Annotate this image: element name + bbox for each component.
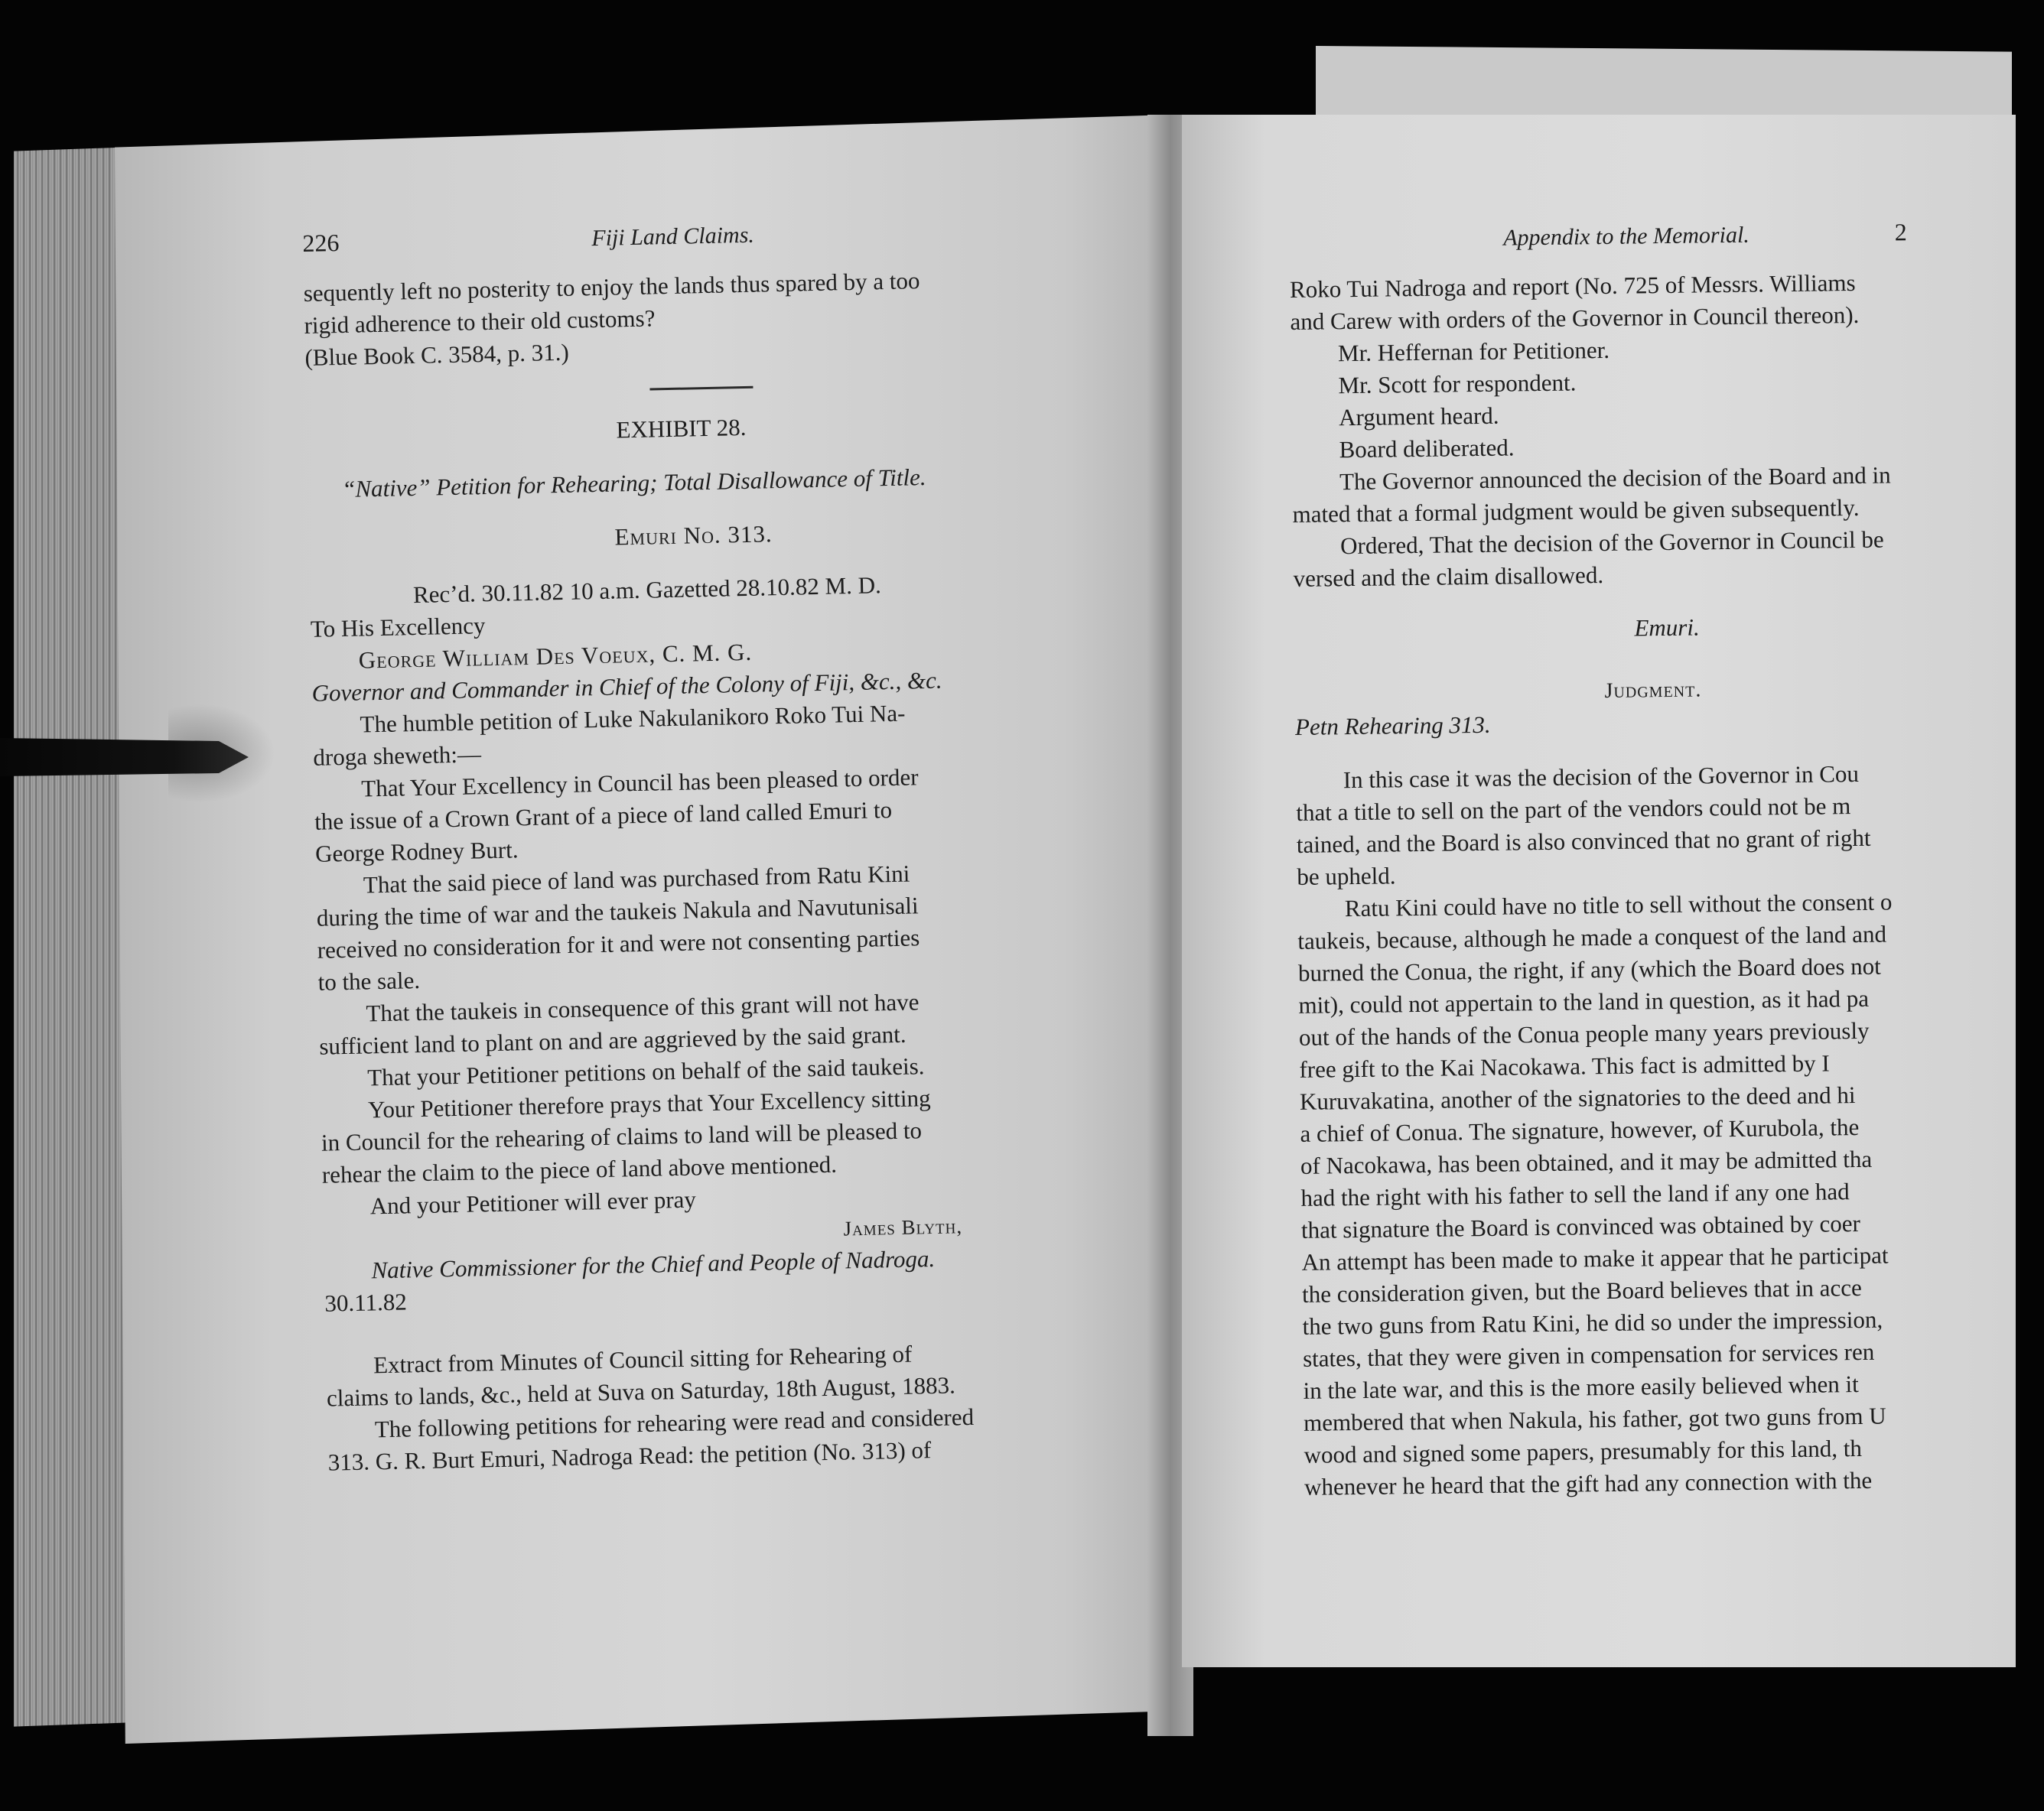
judgment-line: that a title to sell on the part of the vendors could not be m	[1296, 792, 1851, 826]
running-head-title: Appendix to the Memorial.	[1503, 222, 1749, 251]
extract-line: 313. G. R. Burt Emuri, Nadroga Read: the petition (No. 313) of	[327, 1436, 932, 1476]
judgment-line: the two guns from Ratu Kini, he did so under the impression,	[1302, 1305, 1883, 1340]
running-head-title: Fiji Land Claims.	[591, 222, 755, 252]
petition-line: the issue of a Crown Grant of a piece of land called Emuri to	[314, 796, 893, 835]
text-line: Argument heard.	[1338, 402, 1499, 431]
judgment-line: states, that they were given in compensation for services ren	[1302, 1338, 1875, 1372]
section-rule	[649, 386, 753, 391]
judgment-line: whenever he heard that the gift had any connection with the	[1304, 1466, 1873, 1500]
text-line: sequently left no posterity to enjoy the lands thus spared by a too	[303, 267, 920, 307]
judgment-line: Kuruvakatina, another of the signatories to the deed and hi	[1299, 1081, 1856, 1115]
address-line: To His Excellency	[310, 612, 486, 642]
text-line: and Carew with orders of the Governor in Council thereon).	[1290, 301, 1860, 335]
text-line: Mr. Scott for respondent.	[1338, 369, 1577, 399]
judgment-line: burned the Conua, the right, if any (which the Board does not	[1297, 952, 1882, 987]
petition-line: And your Petitioner will ever pray	[369, 1185, 697, 1220]
petition-line: sufficient land to plant on and are aggrieved by the said grant.	[319, 1020, 906, 1060]
exhibit-subtitle: “Native” Petition for Rehearing; Total Disallowance of Title.	[341, 463, 926, 502]
judgment-line: taukeis, because, although he made a conquest of the land and	[1297, 920, 1887, 954]
petition-line: That your Petitioner petitions on behalf of the said taukeis.	[366, 1052, 925, 1091]
text-line: Roko Tui Nadroga and report (No. 725 of Messrs. Williams	[1289, 268, 1856, 303]
petition-line: Your Petitioner therefore prays that Your Excellency sitting	[367, 1084, 931, 1123]
right-running-head	[1289, 216, 2004, 254]
received-line: Rec’d. 30.11.82 10 a.m. Gazetted 28.10.82 M. D.	[412, 571, 882, 609]
text-line: rigid adherence to their old customs?	[304, 304, 656, 339]
page-number: 2	[1894, 218, 1907, 246]
address-name: George William Des Voeux, C. M. G.	[358, 638, 753, 674]
text-line: Board deliberated.	[1339, 434, 1515, 463]
citation: (Blue Book C. 3584, p. 31.)	[304, 338, 570, 371]
petition-line: to the sale.	[317, 966, 421, 996]
petition-line: George Rodney Burt.	[314, 836, 519, 867]
extract-line: The following petitions for rehearing were read and considered	[374, 1403, 975, 1443]
address-title: Governor and Commander in Chief of the Colony of Fiji, &c., &c.	[311, 666, 942, 707]
judgment-line: be upheld.	[1297, 862, 1396, 890]
judgment-line: that signature the Board is convinced was obtained by coer	[1300, 1209, 1861, 1244]
text-line: versed and the claim disallowed.	[1293, 561, 1604, 592]
petition-line: The humble petition of Luke Nakulanikoro Roko Tui Na-	[360, 699, 906, 738]
text-line: The Governor announced the decision of the Board and in	[1339, 461, 1891, 496]
petition-line: rehear the claim to the piece of land above mentioned.	[321, 1150, 838, 1188]
judgment-heading: Judgment.	[1604, 678, 1702, 704]
left-page-text	[302, 213, 1139, 1479]
judgment-line: In this case it was the decision of the Governor in Cou	[1343, 759, 1860, 794]
text-line: Mr. Heffernan for Petitioner.	[1337, 336, 1610, 367]
petition-label: Petn Rehearing 313.	[1294, 710, 1491, 740]
judgment-line: a chief of Conua. The signature, however, of Kurubola, the	[1300, 1113, 1860, 1147]
case-title: Emuri No. 313.	[614, 520, 773, 551]
signature: James Blyth,	[843, 1214, 963, 1240]
judgment-line: tained, and the Board is also convinced that no grant of right	[1296, 824, 1871, 858]
judgment-line: had the right with his father to sell the land if any one had	[1300, 1178, 1850, 1211]
judgment-line: membered that when Nakula, his father, got two guns from U	[1303, 1402, 1886, 1436]
petition-line: That the said piece of land was purchased from Ratu Kini	[363, 860, 910, 899]
petition-line: That the taukeis in consequence of this grant will not have	[366, 988, 919, 1027]
judgment-line: mit), could not appertain to the land in question, as it had pa	[1298, 984, 1870, 1019]
text-line: mated that a formal judgment would be given subsequently.	[1292, 493, 1860, 528]
right-page-top-edge	[1316, 46, 2012, 119]
judgment-line: of Nacokawa, has been obtained, and it may be admitted tha	[1300, 1145, 1873, 1179]
page-number: 226	[302, 228, 340, 257]
judgment-line: wood and signed some papers, presumably for this land, th	[1304, 1434, 1863, 1468]
petition-line: during the time of war and the taukeis Nakula and Navutunisali	[316, 892, 919, 932]
signature-title: Native Commissioner for the Chief and People of Nadroga.	[371, 1244, 936, 1284]
judgment-line: in the late war, and this is the more easily believed when it	[1303, 1370, 1859, 1404]
extract-line: Extract from Minutes of Council sitting for Rehearing of	[373, 1340, 913, 1379]
right-page-text	[1289, 216, 2004, 1504]
exhibit-title: EXHIBIT 28.	[616, 413, 747, 444]
judgment-line: out of the hands of the Conua people many years previously	[1298, 1016, 1870, 1051]
text-line: Ordered, That the decision of the Governor in Council be	[1339, 525, 1884, 560]
section-title: Emuri.	[1634, 613, 1700, 642]
petition-line: received no consideration for it and were not consenting parties	[317, 924, 920, 964]
petition-line: droga sheweth:—	[313, 740, 482, 771]
judgment-line: free gift to the Kai Nacokawa. This fact is admitted by I	[1299, 1049, 1830, 1083]
petition-line: That Your Excellency in Council has been pleased to order	[360, 763, 919, 802]
petition-date: 30.11.82	[324, 1288, 408, 1317]
judgment-line: An attempt has been made to make it appear that he participat	[1301, 1241, 1889, 1276]
judgment-line: the consideration given, but the Board believes that in acce	[1301, 1273, 1862, 1308]
right-page-clip	[1182, 115, 2004, 1667]
petition-line: in Council for the rehearing of claims to land will be pleased to	[321, 1117, 923, 1156]
book-page-edges	[14, 147, 129, 1726]
judgment-line: Ratu Kini could have no title to sell without the consent o	[1344, 888, 1893, 922]
bookmark-ribbon	[0, 738, 249, 776]
extract-line: claims to lands, &c., held at Suva on Saturday, 18th August, 1883.	[326, 1371, 956, 1412]
